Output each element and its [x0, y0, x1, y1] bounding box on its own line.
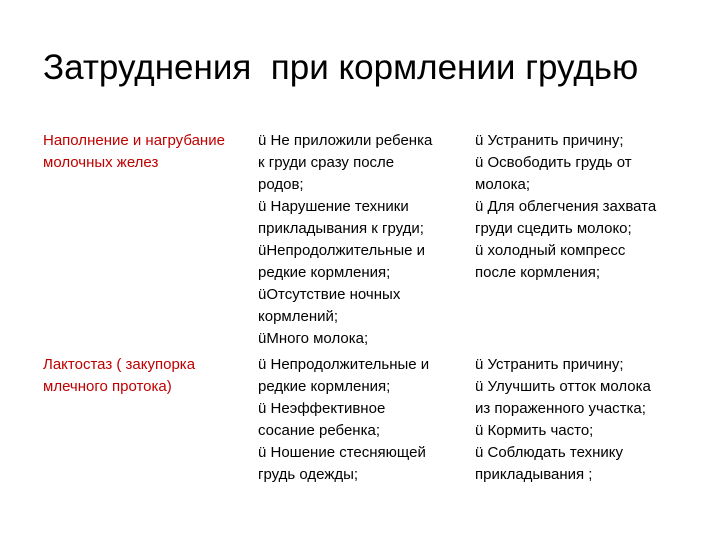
action-line: ü Устранить причину;	[475, 132, 624, 149]
cause-line: ü Не приложили ребенка	[258, 132, 433, 149]
action-line: ü Устранить причину;	[475, 356, 624, 373]
actions-cell	[475, 130, 710, 284]
problem-line: Наполнение и нагрубание	[43, 132, 225, 149]
cause-line: üНепродолжительные и	[258, 242, 425, 259]
action-line: из пораженного участка;	[475, 400, 646, 417]
action-line: ü Для облегчения захвата	[475, 198, 657, 215]
action-line: ü Освободить грудь от	[475, 154, 632, 171]
cause-line: üМного молока;	[258, 330, 369, 347]
action-line: прикладывания ;	[475, 466, 593, 483]
actions-cell	[475, 354, 710, 486]
problem-line: млечного протока)	[43, 378, 172, 395]
cause-line: грудь одежды;	[258, 466, 359, 483]
action-line: ü холодный компресс	[475, 242, 626, 259]
cause-line: ü Ношение стесняющей	[258, 444, 426, 461]
cause-line: ü Непродолжительные и	[258, 356, 430, 373]
cause-line: к груди сразу после	[258, 154, 395, 171]
cause-line: прикладывания к груди;	[258, 220, 424, 237]
cause-line: сосание ребенка;	[258, 422, 380, 439]
slide-title: Затруднения при кормлении грудью	[43, 48, 639, 87]
action-line: груди сцедить молоко;	[475, 220, 632, 237]
cause-line: родов;	[258, 176, 304, 193]
problem-line: Лактостаз ( закупорка	[43, 356, 196, 373]
cause-line: редкие кормления;	[258, 264, 391, 281]
cause-line: кормлений;	[258, 308, 339, 325]
cause-line: üОтсутствие ночных	[258, 286, 401, 303]
causes-cell	[258, 354, 470, 486]
problem-cell	[43, 354, 253, 398]
problem-cell	[43, 130, 253, 174]
problem-line: молочных желез	[43, 154, 159, 171]
cause-line: ü Нарушение техники	[258, 198, 409, 215]
cause-line: редкие кормления;	[258, 378, 391, 395]
action-line: ü Кормить часто;	[475, 422, 594, 439]
action-line: после кормления;	[475, 264, 601, 281]
action-line: ü Улучшить отток молока	[475, 378, 651, 395]
action-line: молока;	[475, 176, 530, 193]
cause-line: ü Неэффективное	[258, 400, 386, 417]
causes-cell	[258, 130, 470, 350]
action-line: ü Соблюдать технику	[475, 444, 624, 461]
